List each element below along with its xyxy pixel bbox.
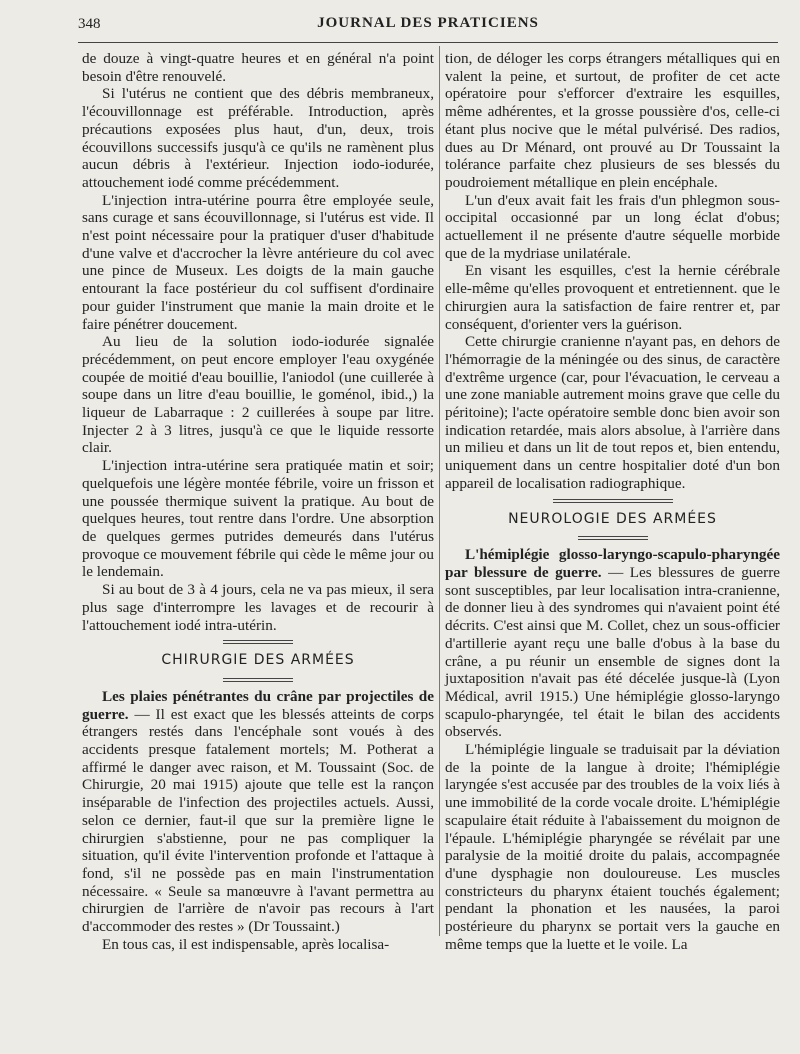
paragraph: L'injection intra-utérine sera pratiquée matin et soir; quelquefois une légère montée fébrile, voire un frisson et une poussée thermique suivent la pratique. Au bout de quelques heures, tout rentre dans l'ordre. Une absorption de quelques germes putrides demeurés dans l'utérus provoque ce mouvement fébrile qui cède le même jour ou le lendemain. <box>82 457 434 581</box>
article-text: — Il est exact que les blessés atteints de corps étrangers restés dans l'encéphale sont voués à des accidents presque fatalement mortels; M. Potherat a affirmé le danger avec raison, et M. Toussaint (Soc. de Chirurgie, 20 mai 1915) ajoute que telle est la rançon inséparable de l'infection des projectiles actuels. Aussi, selon ce dernier, faut-il que sur la première ligne le chirurgien s'abstienne, pour ne pas compliquer la situation, qu'il évite l'intervention profonde et l'attaque à fond, s'il ne possède pas en main l'instrumentation nécessaire. « Seule sa manœuvre à l'avant permettra au chirurgien de l'arrière de n'avoir pas recours à l'art d'accommoder des restes » (Dr Toussaint.) <box>82 705 434 936</box>
article-text: — Les blessures de guerre sont susceptibles, par leur localisation intra-cranienne, de donner lieu à des syndromes qui n'avaient point été décrits. C'est ainsi que M. Collet, chez un sous-officier d'artillerie ayant reçu une balle d'obus à la base du crâne, a pu réunir un ensemble de signes dont la juxtaposition n'avait pas été décelée jusque-là (Lyon Médical, avril 1915.) Une hémiplégie glosso-laryngo scapulo-pharyngée, tel était le bilan des accidents observés. <box>445 563 780 741</box>
paragraph: L'injection intra-utérine pourra être employée seule, sans curage et sans écouvillonnage, si l'utérus est vide. Il n'est point nécessaire pour la pratiquer d'user d'habitude d'une valve et d'accrocher la lèvre antérieure du col avec une pince de Museux. Les doigts de la main gauche entourant la face postérieur du col suffisent d'ordinaire pour guider l'instrument que manie la main droite et le faire pénétrer doucement. <box>82 191 434 333</box>
paragraph: En visant les esquilles, c'est la hernie cérébrale elle-même qu'elles provoquent et entretiennent. que le chirurgien aura la satisfaction de faire rentrer et, par conséquent, d'orienter vers la guérison. <box>445 262 780 333</box>
ornament-rule <box>445 499 780 503</box>
paragraph: Si l'utérus ne contient que des débris membraneux, l'écouvillonnage est préférable. Introduction, après précautions exposées plus haut, d'un, deux, trois écouvillons successifs jusqu'à ce qu'ils ne ramènent plus aucun débris à l'extérieur. Injection iodo-iodurée, attouchement iodé comme précédemment. <box>82 85 434 191</box>
paragraph: L'hémiplégie linguale se traduisait par la déviation de la pointe de la langue à droite; l'hémiplégie laryngée s'est accusée par des troubles de la voix liés à une immobilité de la corde vocale droite. L'hémiplégie scapulaire était réduite à l'abaissement du moignon de l'épaule. L'hémiplégie pharyngée se révélait par une paralysie de la moitié droite du palais, accompagnée d'une dysphagie non douloureuse. Les muscles constricteurs du pharynx étaient touchés également; pendant la phonation et les nausées, la paroi postérieure du pharynx se portait vers la gauche en même temps que la luette et le voile. La <box>445 741 780 953</box>
article-title: L'hémiplégie glosso-laryngo-scapulo-pharyngée par blessure de guerre. <box>445 546 780 581</box>
ornament-rule <box>445 536 780 540</box>
header-rule <box>78 42 778 43</box>
page-number: 348 <box>78 16 101 32</box>
paragraph: Si au bout de 3 à 4 jours, cela ne va pas mieux, il sera plus sage d'interrompre les lavages et de recourir à l'attouchement iodé intra-utérin. <box>82 581 434 634</box>
page-header <box>78 14 778 36</box>
section-heading: CHIRURGIE DES ARMÉES <box>161 652 355 669</box>
column-divider <box>439 46 440 936</box>
left-column <box>82 50 434 953</box>
paragraph: tion, de déloger les corps étrangers métalliques qui en valent la peine, et surtout, de profiter de cet acte opératoire pour s'efforcer d'extraire les esquilles, même adhérentes, et la grosse poussière d'os, celle-ci étant plus nocive que le métal pulvérisé. Des radios, dues au Dr Ménard, ont prouvé au Dr Toussaint la tolérance parfaite chez plusieurs de ses blessés du poudroiement métallique en plein encéphale. <box>445 50 780 191</box>
right-column <box>445 50 780 953</box>
article-title: Les plaies pénétrantes du crâne par projectiles de guerre. <box>82 687 434 723</box>
paragraph: de douze à vingt-quatre heures et en général n'a point besoin d'être renouvelé. <box>82 50 434 85</box>
ornament-rule <box>82 678 434 682</box>
section-heading: NEUROLOGIE DES ARMÉES <box>508 510 717 527</box>
paragraph: En tous cas, il est indispensable, après localisa- <box>102 935 390 953</box>
journal-title: JOURNAL DES PRATICIENS <box>317 15 539 31</box>
paragraph: L'un d'eux avait fait les frais d'un phlegmon sous-occipital occasionné par un long éclat d'obus; actuellement il ne présente d'autre séquelle morbide que de la mydriase unilatérale. <box>445 191 780 262</box>
paragraph <box>445 546 780 741</box>
paragraph: Cette chirurgie cranienne n'ayant pas, en dehors de l'hémorragie de la méningée ou des sinus, de caractère d'extrême urgence (car, pour l'évacuation, le cerveau a une zone maniable autrement moins grave que celle du péritoine); l'acte opératoire semble donc bien avoir son indication retardée, mais alors absolue, à l'arrière dans un milieu et dans un lit de tout repos et, bien entendu, uniquement dans un centre hospitalier doté d'un bon appareil de localisation radiographique. <box>445 333 780 492</box>
ornament-rule <box>82 640 434 644</box>
paragraph: Au lieu de la solution iodo-iodurée signalée précédemment, on peut encore employer l'eau oxygénée coupée de moitié d'eau bouillie, l'aniodol (une cuillerée à soupe dans un litre d'eau bouillie, le goménol, ibid.,) la liqueur de Labarraque : 2 cuillerées à soupe par litre. Injecter 2 à 3 litres, jusqu'à ce que le liquide ressorte clair. <box>82 333 434 457</box>
paragraph <box>82 688 434 936</box>
